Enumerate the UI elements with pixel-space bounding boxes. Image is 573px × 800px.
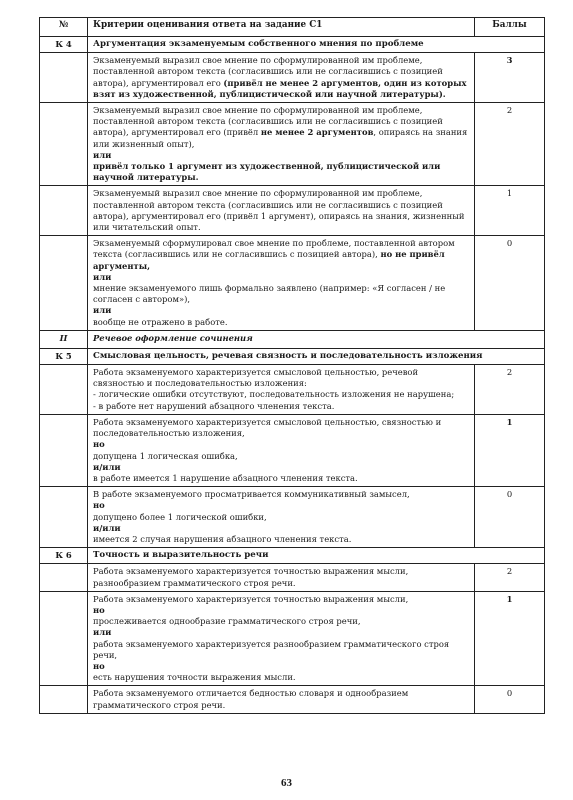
text-run: В работе экзаменуемого просматривается коммуникативный замысел, [93,489,410,500]
table-row [40,591,545,686]
k4-row-2-points: 2 [475,103,545,186]
text-run: но [93,439,105,450]
text-run: но [93,500,105,511]
k6-row-1-points: 1 [475,591,545,686]
text-run: и/или [93,461,121,472]
k4-title-row [40,37,545,53]
k4-row-1-text [88,186,475,236]
text-run: но [93,604,105,615]
text-run: Работа экзаменуемого характеризуется смысловой цельностью, речевой связностью и последовательностью изложения: [93,367,419,389]
text-run: Работа экзаменуемого отличается бедностью словаря и однообразием грамматического строя речи. [93,688,409,710]
text-run: Экзаменуемый выразил свое мнение по сформулированной им проблеме, поставленной автором текста (согласившись или не согласившись с позицией автора), аргументировал его (привёл [93,105,443,138]
text-run: допущена 1 логическая ошибка, [93,450,238,461]
table-row [40,236,545,331]
k5-row-2-text [88,365,475,415]
k4-row-3-text [88,53,475,103]
text-run: Работа экзаменуемого характеризуется точностью выражения мысли, [93,593,409,604]
text-run: есть нарушения точности выражения мысли. [93,672,296,683]
k4-row-0-points: 0 [475,236,545,331]
k4-row-3-points: 3 [475,53,545,103]
text-run: вообще не отражено в работе. [93,316,228,327]
k5-code: К 5 [40,348,88,364]
k5-row-1-points: 1 [475,414,545,486]
k6-row-0-points: 0 [475,686,545,713]
k5-row-2-points: 2 [475,365,545,415]
table-row [40,414,545,486]
section2-num: II [40,330,88,348]
k5-row-0-text [88,487,475,548]
k4-title: Аргументация экзаменуемым собственного мнения по проблеме [88,37,545,53]
text-run: допущено более 1 логической ошибки, [93,511,267,522]
text-run: и/или [93,522,121,533]
text-run: - в работе нет нарушений абзацного членения текста. [93,400,335,411]
k5-title: Смысловая цельность, речевая связность и последовательность изложения [88,348,545,364]
table-row [40,186,545,236]
text-run: Работа экзаменуемого характеризуется смысловой цельностью, связностью и последовательностью изложения, [93,416,442,439]
text-run: прослеживается однообразие грамматического строя речи, [93,616,361,627]
text-run: имеется 2 случая нарушения абзацного членения текста. [93,533,352,544]
k4-row-1-points: 1 [475,186,545,236]
header-num: № [40,18,88,37]
header-criteria: Критерии оценивания ответа на задание С1 [88,18,475,37]
k5-row-0-points: 0 [475,487,545,548]
text-run: но не привёл аргументы, [93,249,445,271]
text-run: , опираясь на знания или жизненный опыт), [93,127,468,149]
text-run: мнение экзаменуемого лишь формально заявлено (например: «Я согласен / не согласен с автором»), [93,283,446,305]
text-run: или [93,627,112,638]
header-points: Баллы [475,18,545,37]
text-run: или [93,149,112,160]
text-run: в работе имеется 1 нарушение абзацного членения текста. [93,472,358,483]
text-run: или [93,305,112,316]
table-row [40,53,545,103]
k6-row-0-text [88,686,475,713]
text-run: Экзаменуемый сформулировал свое мнение по проблеме, поставленной автором текста (согласившись или не согласившись с позицией автора), [93,238,455,260]
text-run: Экзаменуемый выразил свое мнение по сформулированной им проблеме, поставленной автором текста (согласившись или не согласившись с позицией автора), аргументировал его (привёл 1 аргумент), опираясь на знания, жизненный или читательский опыт. [93,188,465,233]
table-row [40,365,545,415]
section2-row [40,330,545,348]
text-run: - логические ошибки отсутствуют, последовательность изложения не нарушена; [93,389,455,400]
k4-row-0-text [88,236,475,331]
k6-row-2-text [88,564,475,591]
text-run: (привёл не менее 2 аргументов, один из которых взят из художественной, публицистической или научной литературы). [93,77,467,99]
k4-row-2-text [88,103,475,186]
text-run: или [93,271,112,282]
table-row [40,487,545,548]
text-run: Работа экзаменуемого характеризуется точностью выражения мысли, разнообразием грамматического строя речи. [93,566,409,588]
k6-title: Точность и выразительность речи [88,548,545,564]
criteria-page [39,17,544,714]
page-number: 63 [281,777,292,789]
table-row [40,103,545,186]
k5-title-row [40,348,545,364]
text-run: Экзаменуемый выразил свое мнение по сформулированной им проблеме, поставленной автором текста (согласившись или не согласившись с позицией автора), аргументировал его [93,55,443,88]
k6-row-2-points: 2 [475,564,545,591]
text-run: не менее 2 аргументов [260,127,374,138]
section2-title: Речевое оформление сочинения [88,330,545,348]
k5-row-1-text [88,414,475,486]
table-row [40,686,545,713]
table-header-row [40,18,545,37]
k4-code: К 4 [40,37,88,53]
k6-title-row [40,548,545,564]
k6-code: К 6 [40,548,88,564]
text-run: но [93,660,105,671]
k6-row-1-text [88,591,475,686]
table-row [40,564,545,591]
text-run: работа экзаменуемого характеризуется разнообразием грамматического строя речи, [93,638,450,660]
text-run: привёл только 1 аргумент из художественной, публицистической или научной литературы. [93,161,441,183]
criteria-table [39,17,545,714]
